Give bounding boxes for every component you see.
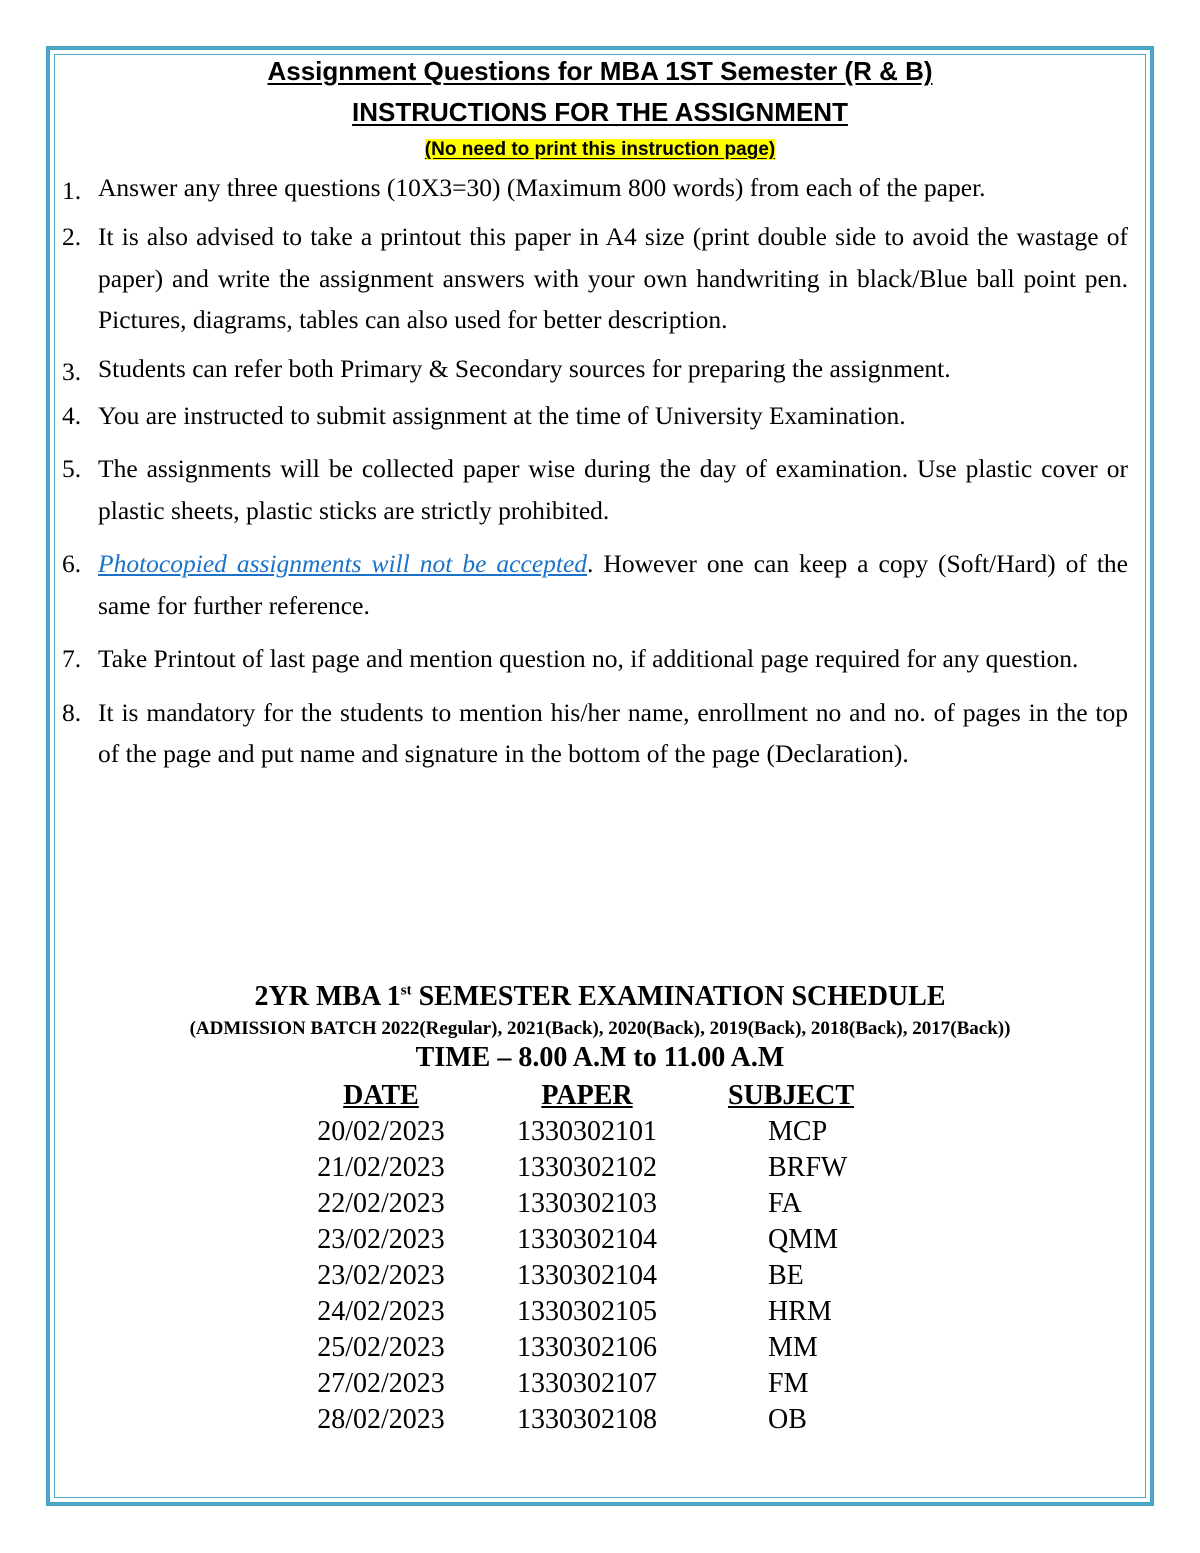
table-row — [0, 1260, 1200, 1296]
instruction-item-5 — [62, 448, 1128, 531]
instruction-number: 6. — [62, 549, 82, 578]
cell-date: 20/02/2023 — [317, 1116, 445, 1147]
instruction-item-3 — [62, 351, 1128, 387]
instruction-number: 7. — [62, 644, 82, 673]
cell-subject: FM — [768, 1368, 809, 1399]
instruction-number: 4. — [62, 400, 82, 430]
cell-date: 21/02/2023 — [317, 1152, 445, 1183]
page-title: Assignment Questions for MBA 1ST Semester (R & B) — [267, 56, 933, 86]
instruction-text: The assignments will be collected paper wise during the day of examination. Use plastic cover or plastic sheets, plastic sticks are strictly prohibited. — [98, 454, 1128, 525]
schedule-header-row — [0, 1080, 1200, 1116]
instruction-number: 2. — [62, 222, 82, 251]
instruction-list — [62, 170, 1128, 775]
schedule-table — [0, 1080, 1200, 1440]
cell-subject: BE — [768, 1260, 804, 1291]
cell-subject: MCP — [768, 1116, 828, 1147]
cell-paper: 1330302104 — [517, 1260, 657, 1291]
schedule-title-suffix: SEMESTER EXAMINATION SCHEDULE — [411, 981, 946, 1012]
instruction-number: 3. — [62, 356, 82, 386]
table-row — [0, 1224, 1200, 1260]
schedule-title-sup: st — [400, 982, 412, 999]
cell-paper: 1330302104 — [517, 1224, 657, 1255]
cell-paper: 1330302108 — [517, 1404, 657, 1435]
schedule-body — [0, 1116, 1200, 1440]
table-row — [0, 1404, 1200, 1440]
table-row — [0, 1116, 1200, 1152]
instruction-number: 1. — [62, 176, 82, 205]
instruction-text: Answer any three questions (10X3=30) (Maximum 800 words) from each of the paper. — [98, 173, 986, 202]
cell-date: 23/02/2023 — [317, 1224, 445, 1255]
cell-subject: QMM — [768, 1224, 839, 1255]
instruction-item-2 — [62, 216, 1128, 341]
column-header-paper: PAPER — [541, 1080, 633, 1111]
cell-paper: 1330302102 — [517, 1152, 657, 1183]
cell-paper: 1330302106 — [517, 1332, 657, 1363]
instruction-text: Students can refer both Primary & Secondary sources for preparing the assignment. — [98, 353, 951, 383]
instruction-item-8 — [62, 692, 1128, 775]
instruction-text: . However one can keep a copy (Soft/Hard) of the same for further reference. — [98, 549, 1128, 620]
table-row — [0, 1296, 1200, 1332]
cell-date: 23/02/2023 — [317, 1260, 445, 1291]
cell-paper: 1330302101 — [517, 1116, 657, 1147]
cell-paper: 1330302105 — [517, 1296, 657, 1327]
cell-subject: BRFW — [768, 1152, 848, 1183]
schedule-title-prefix: 2YR MBA 1 — [254, 981, 401, 1012]
instruction-item-1 — [62, 170, 1128, 206]
cell-paper: 1330302103 — [517, 1188, 657, 1219]
instruction-item-6 — [62, 543, 1128, 626]
instructions-heading: INSTRUCTIONS FOR THE ASSIGNMENT — [352, 97, 848, 127]
column-header-date: DATE — [343, 1080, 419, 1111]
table-row — [0, 1188, 1200, 1224]
cell-subject: HRM — [768, 1296, 832, 1327]
instruction-item-4 — [62, 395, 1128, 437]
cell-date: 22/02/2023 — [317, 1188, 445, 1219]
instruction-number: 5. — [62, 454, 82, 483]
admission-batch: (ADMISSION BATCH 2022(Regular), 2021(Back), 2020(Back), 2019(Back), 2018(Back), 2017(Back)) — [189, 1018, 1011, 1039]
table-row — [0, 1332, 1200, 1368]
column-header-subject: SUBJECT — [728, 1080, 855, 1111]
cell-date: 28/02/2023 — [317, 1404, 445, 1435]
instruction-item-7 — [62, 638, 1128, 680]
instruction-text: It is mandatory for the students to mention his/her name, enrollment no and no. of pages in the top of the page and put name and signature in the bottom of the page (Declaration). — [98, 697, 1128, 768]
schedule-title — [0, 981, 1200, 1013]
print-note-highlight: (No need to print this instruction page) — [424, 139, 776, 160]
cell-subject: MM — [768, 1332, 818, 1363]
cell-subject: OB — [768, 1404, 807, 1435]
table-row — [0, 1152, 1200, 1188]
photocopy-warning-link[interactable]: Photocopied assignments will not be accepted — [98, 549, 588, 578]
instruction-number: 8. — [62, 697, 82, 727]
cell-paper: 1330302107 — [517, 1368, 657, 1399]
cell-subject: FA — [768, 1188, 802, 1219]
print-note — [0, 139, 1200, 161]
cell-date: 24/02/2023 — [317, 1296, 445, 1327]
cell-date: 27/02/2023 — [317, 1368, 445, 1399]
instruction-text: It is also advised to take a printout this paper in A4 size (print double side to avoid the wastage of paper) and write the assignment answers with your own handwriting in black/Blue ball point pen. Pictures, diagrams, tables can also used for better description. — [98, 222, 1128, 334]
instruction-text: You are instructed to submit assignment at the time of University Examination. — [98, 400, 906, 430]
cell-date: 25/02/2023 — [317, 1332, 445, 1363]
exam-time: TIME – 8.00 A.M to 11.00 A.M — [415, 1042, 785, 1073]
table-row — [0, 1368, 1200, 1404]
instruction-text: Take Printout of last page and mention question no, if additional page required for any question. — [98, 644, 1079, 673]
